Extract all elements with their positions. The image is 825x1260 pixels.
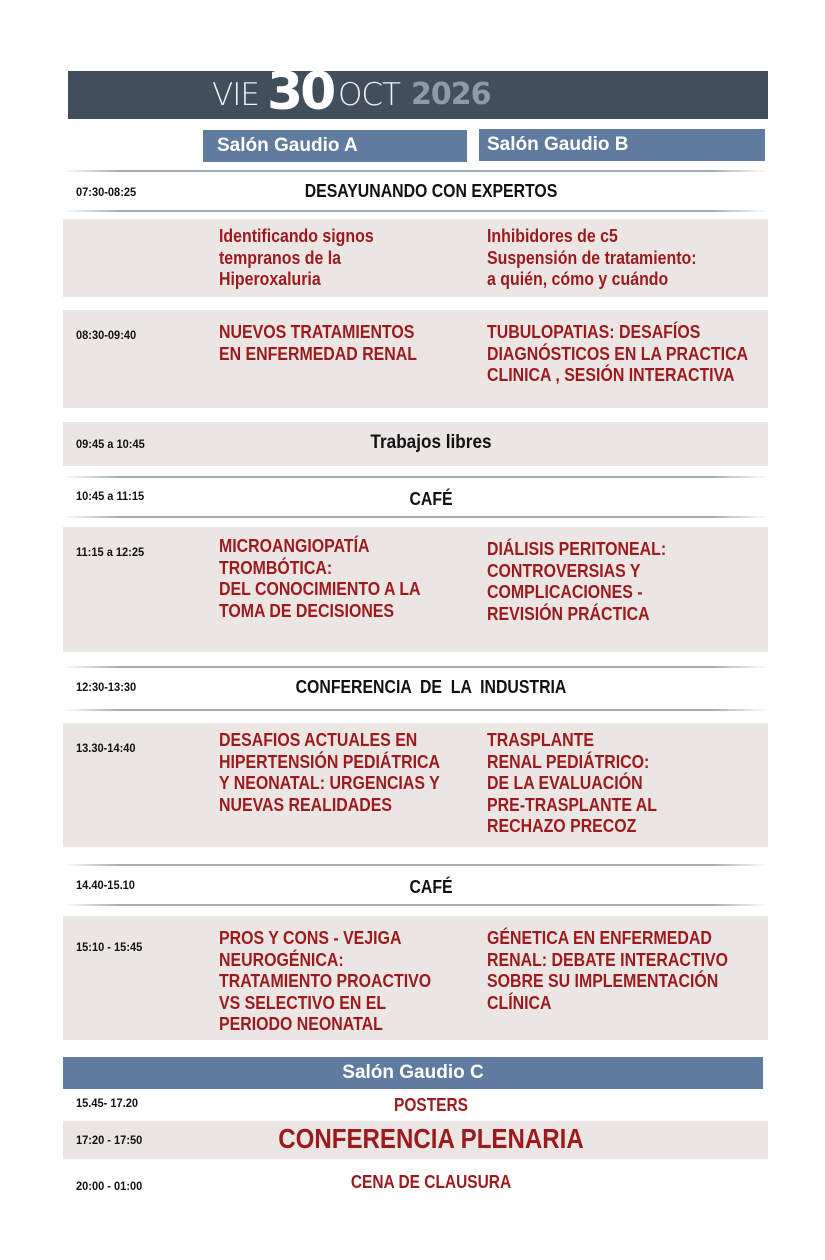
session-hall-a: NUEVOS TRATAMIENTOS EN ENFERMEDAD RENAL <box>219 321 418 364</box>
time-slot: 15:10 - 15:45 <box>76 940 143 954</box>
session-hall-a: PROS Y CONS - VEJIGA NEUROGÉNICA: TRATAMIENTO PROACTIVO VS SELECTIVO EN EL PERIODO NEONATAL <box>219 927 432 1034</box>
session-hall-b: DIÁLISIS PERITONEAL: CONTROVERSIAS Y COMPLICACIONES - REVISIÓN PRÁCTICA <box>487 538 667 624</box>
time-slot: 08:30-09:40 <box>76 328 137 342</box>
session-hall-b: TUBULOPATIAS: DESAFÍOS DIAGNÓSTICOS EN LA PRACTICA CLINICA , SESIÓN INTERACTIVA <box>487 321 749 385</box>
session-hall-b: Inhibidores de c5 Suspensión de tratamiento: a quién, cómo y cuándo <box>487 225 697 289</box>
divider <box>63 666 768 668</box>
time-slot: 17:20 - 17:50 <box>76 1133 143 1147</box>
divider <box>63 516 768 518</box>
divider <box>63 170 768 172</box>
divider <box>63 210 768 212</box>
divider <box>63 709 768 711</box>
time-slot: 11:15 a 12:25 <box>76 545 145 559</box>
divider <box>63 904 768 906</box>
time-slot: 09:45 a 10:45 <box>76 437 145 451</box>
session-title: CENA DE CLAUSURA <box>350 1172 512 1192</box>
date-year: 2026 <box>411 77 491 112</box>
time-slot: 14.40-15.10 <box>76 878 135 892</box>
date-month: OCT <box>338 77 400 113</box>
hall-c-header: Salón Gaudio C <box>63 1057 763 1089</box>
divider <box>63 864 768 866</box>
session-hall-b: TRASPLANTE RENAL PEDIÁTRICO: DE LA EVALUACIÓN PRE-TRASPLANTE AL RECHAZO PRECOZ <box>487 729 658 836</box>
time-slot: 15.45- 17.20 <box>76 1096 138 1110</box>
session-title: CAFÉ <box>409 489 453 509</box>
time-slot: 20:00 - 01:00 <box>76 1179 143 1193</box>
time-slot: 12:30-13:30 <box>76 680 137 694</box>
session-title: Trabajos libres <box>370 431 492 453</box>
time-slot: 10:45 a 11:15 <box>76 489 145 503</box>
date-header <box>68 71 768 119</box>
session-title: CONFERENCIA DE LA INDUSTRIA <box>295 677 567 697</box>
session-title: CONFERENCIA PLENARIA <box>278 1123 584 1154</box>
session-hall-a: DESAFIOS ACTUALES EN HIPERTENSIÓN PEDIÁTRICA Y NEONATAL: URGENCIAS Y NUEVAS REALIDADES <box>219 729 440 815</box>
date-day: 30 <box>267 71 334 119</box>
session-hall-a: Identificando signos tempranos de la Hiperoxaluria <box>219 225 374 289</box>
divider <box>63 476 768 478</box>
session-title: POSTERS <box>394 1095 468 1115</box>
time-slot: 07:30-08:25 <box>76 185 137 199</box>
session-title: CAFÉ <box>409 877 453 897</box>
time-slot: 13.30-14:40 <box>76 741 136 755</box>
hall-a-header: Salón Gaudio A <box>203 130 467 162</box>
date-weekday: VIE <box>212 77 259 113</box>
session-hall-a: MICROANGIOPATÍA TROMBÓTICA: DEL CONOCIMIENTO A LA TOMA DE DECISIONES <box>219 535 421 621</box>
session-hall-b: GÉNETICA EN ENFERMEDAD RENAL: DEBATE INTERACTIVO SOBRE SU IMPLEMENTACIÓN CLÍNICA <box>487 927 729 1013</box>
session-title: DESAYUNANDO CON EXPERTOS <box>304 181 558 201</box>
hall-b-header: Salón Gaudio B <box>479 129 765 161</box>
